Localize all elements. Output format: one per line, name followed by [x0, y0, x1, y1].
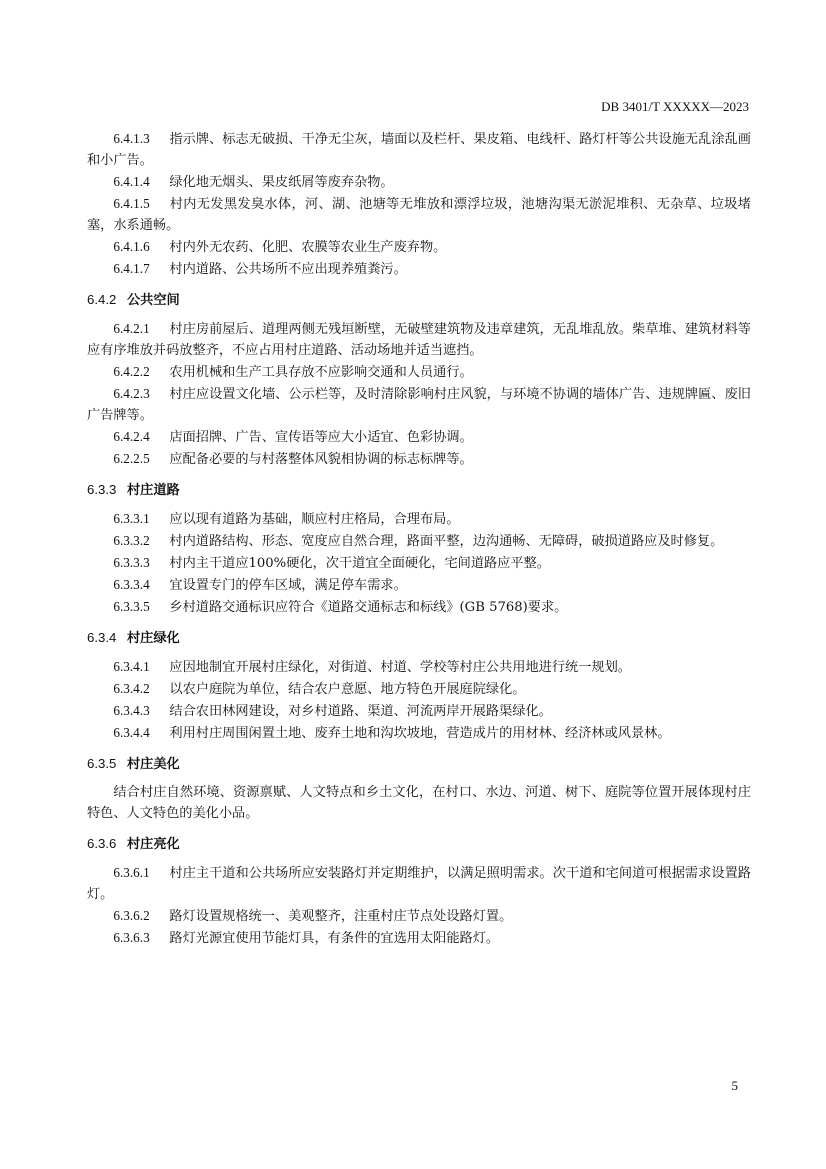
- clause-paragraph: [87, 383, 751, 426]
- clause-text: 路灯光源宜使用节能灯具，有条件的宜选用太阳能路灯。: [169, 931, 500, 946]
- clause-number: 6.4.2.3: [113, 386, 150, 401]
- clause-number: 6.3.6.1: [113, 865, 150, 880]
- section-heading: [87, 627, 751, 649]
- clause-paragraph: [87, 508, 751, 530]
- clause-text: 农用机械和生产工具存放不应影响交通和人员通行。: [169, 365, 473, 380]
- clause-number: 6.4.2.2: [113, 364, 150, 379]
- clause-number: 6.3.4.3: [113, 703, 150, 718]
- section-title: 公共空间: [127, 293, 180, 308]
- clause-paragraph: [87, 678, 751, 700]
- clause-paragraph: [87, 361, 751, 383]
- section-number: 6.4.2: [87, 292, 117, 307]
- clause-number: 6.4.2.4: [113, 429, 150, 444]
- clause-text: 指示牌、标志无破损、干净无尘灰，墙面以及栏杆、果皮箱、电线杆、路灯杆等公共设施无乱涂乱画和小广告。: [87, 132, 751, 168]
- clause-text: 村庄房前屋后、道理两侧无残垣断壁，无破壁建筑物及违章建筑，无乱堆乱放。柴草堆、建筑材料等应有序堆放并码放整齐，不应占用村庄道路、活动场地并适当遮挡。: [87, 322, 751, 358]
- clause-paragraph: [87, 927, 751, 949]
- clause-paragraph: [87, 905, 751, 927]
- clause-number: 6.3.3.1: [113, 511, 150, 526]
- section-number: 6.3.3: [87, 482, 117, 497]
- clause-number: 6.3.3.3: [113, 555, 150, 570]
- clause-paragraph: [87, 193, 751, 236]
- section-number: 6.3.4: [87, 630, 117, 645]
- clause-paragraph: [87, 236, 751, 258]
- clause-text: 绿化地无烟头、果皮纸屑等废弃杂物。: [169, 175, 394, 190]
- clause-text: 结合村庄自然环境、资源禀赋、人文特点和乡土文化，在村口、水边、河道、树下、庭院等位置开展体现村庄特色、人文特色的美化小品。: [87, 785, 751, 821]
- clause-number: 6.4.1.7: [113, 261, 150, 276]
- section-heading: [87, 833, 751, 855]
- clause-paragraph: [87, 448, 751, 470]
- clause-paragraph: [87, 530, 751, 552]
- page-number: 5: [731, 1078, 738, 1093]
- clause-text: 乡村道路交通标识应符合《道路交通标志和标线》(GB 5768)要求。: [169, 600, 568, 615]
- clause-text: 村内无发黑发臭水体，河、湖、池塘等无堆放和漂浮垃圾，池塘沟渠无淤泥堆积、无杂草、垃圾堵塞，水系通畅。: [87, 197, 751, 233]
- clause-text: 村内道路结构、形态、宽度应自然合理，路面平整，边沟通畅、无障碍，破损道路应及时修复。: [169, 534, 724, 549]
- clause-text: 村庄主干道和公共场所应安装路灯并定期维护，以满足照明需求。次干道和宅间道可根据需求设置路灯。: [87, 866, 751, 902]
- clause-text: 宜设置专门的停车区域，满足停车需求。: [169, 578, 407, 593]
- clause-paragraph: [87, 552, 751, 574]
- section-heading: [87, 289, 751, 311]
- section-title: 村庄道路: [127, 483, 180, 498]
- clause-text: 村内道路、公共场所不应出现养殖粪污。: [169, 262, 407, 277]
- clause-text: 应因地制宜开展村庄绿化，对街道、村道、学校等村庄公共用地进行统一规划。: [169, 660, 631, 675]
- clause-number: 6.4.2.1: [113, 321, 150, 336]
- clause-text: 村内外无农药、化肥、农膜等农业生产废弃物。: [169, 240, 447, 255]
- clause-number: 6.3.3.5: [113, 599, 150, 614]
- clause-paragraph: [87, 596, 751, 618]
- clause-number: 6.3.6.3: [113, 930, 150, 945]
- document-code: DB 3401/T XXXXX—2023: [601, 99, 749, 114]
- clause-text: 店面招牌、广告、宣传语等应大小适宜、色彩协调。: [169, 430, 473, 445]
- clause-number: 6.3.4.1: [113, 659, 150, 674]
- clause-paragraph: [87, 318, 751, 361]
- clause-text: 村内主干道应100%硬化，次干道宜全面硬化，宅间道路应平整。: [169, 556, 550, 571]
- section-title: 村庄亮化: [127, 837, 180, 852]
- clause-paragraph: [87, 426, 751, 448]
- clause-paragraph: [87, 722, 751, 744]
- section-number: 6.3.5: [87, 756, 117, 771]
- clause-number: 6.3.4.2: [113, 681, 150, 696]
- clause-paragraph: [87, 862, 751, 905]
- clause-number: 6.4.1.4: [113, 174, 150, 189]
- clause-text: 应配备必要的与村落整体风貌相协调的标志标牌等。: [169, 452, 473, 467]
- section-heading: [87, 753, 751, 775]
- clause-number: 6.4.1.3: [113, 131, 150, 146]
- clause-text: 村庄应设置文化墙、公示栏等，及时清除影响村庄风貌，与环境不协调的墙体广告、违规牌匾、废旧广告牌等。: [87, 387, 751, 423]
- clause-number: 6.3.6.2: [113, 908, 150, 923]
- clause-text: 结合农田林网建设，对乡村道路、渠道、河流两岸开展路渠绿化。: [169, 704, 552, 719]
- section-title: 村庄绿化: [127, 631, 180, 646]
- clause-number: 6.2.2.5: [113, 451, 150, 466]
- clause-paragraph: [87, 171, 751, 193]
- clause-number: 6.3.3.4: [113, 577, 150, 592]
- clause-text: 利用村庄周围闲置土地、废弃土地和沟坎坡地，营造成片的用材林、经济林或风景林。: [169, 726, 671, 741]
- clause-text: 路灯设置规格统一、美观整齐，注重村庄节点处设路灯置。: [169, 909, 513, 924]
- clause-text: 以农户庭院为单位，结合农户意愿、地方特色开展庭院绿化。: [169, 682, 526, 697]
- section-number: 6.3.6: [87, 836, 117, 851]
- clause-number: 6.3.4.4: [113, 725, 150, 740]
- document-body: [87, 128, 751, 949]
- clause-paragraph: [87, 656, 751, 678]
- clause-paragraph: [87, 700, 751, 722]
- clause-paragraph: [87, 782, 751, 824]
- clause-text: 应以现有道路为基础，顺应村庄格局，合理布局。: [169, 512, 460, 527]
- section-heading: [87, 479, 751, 501]
- clause-paragraph: [87, 258, 751, 280]
- clause-number: 6.4.1.5: [113, 196, 150, 211]
- clause-number: 6.4.1.6: [113, 239, 150, 254]
- clause-paragraph: [87, 128, 751, 171]
- clause-number: 6.3.3.2: [113, 533, 150, 548]
- section-title: 村庄美化: [127, 757, 180, 772]
- clause-paragraph: [87, 574, 751, 596]
